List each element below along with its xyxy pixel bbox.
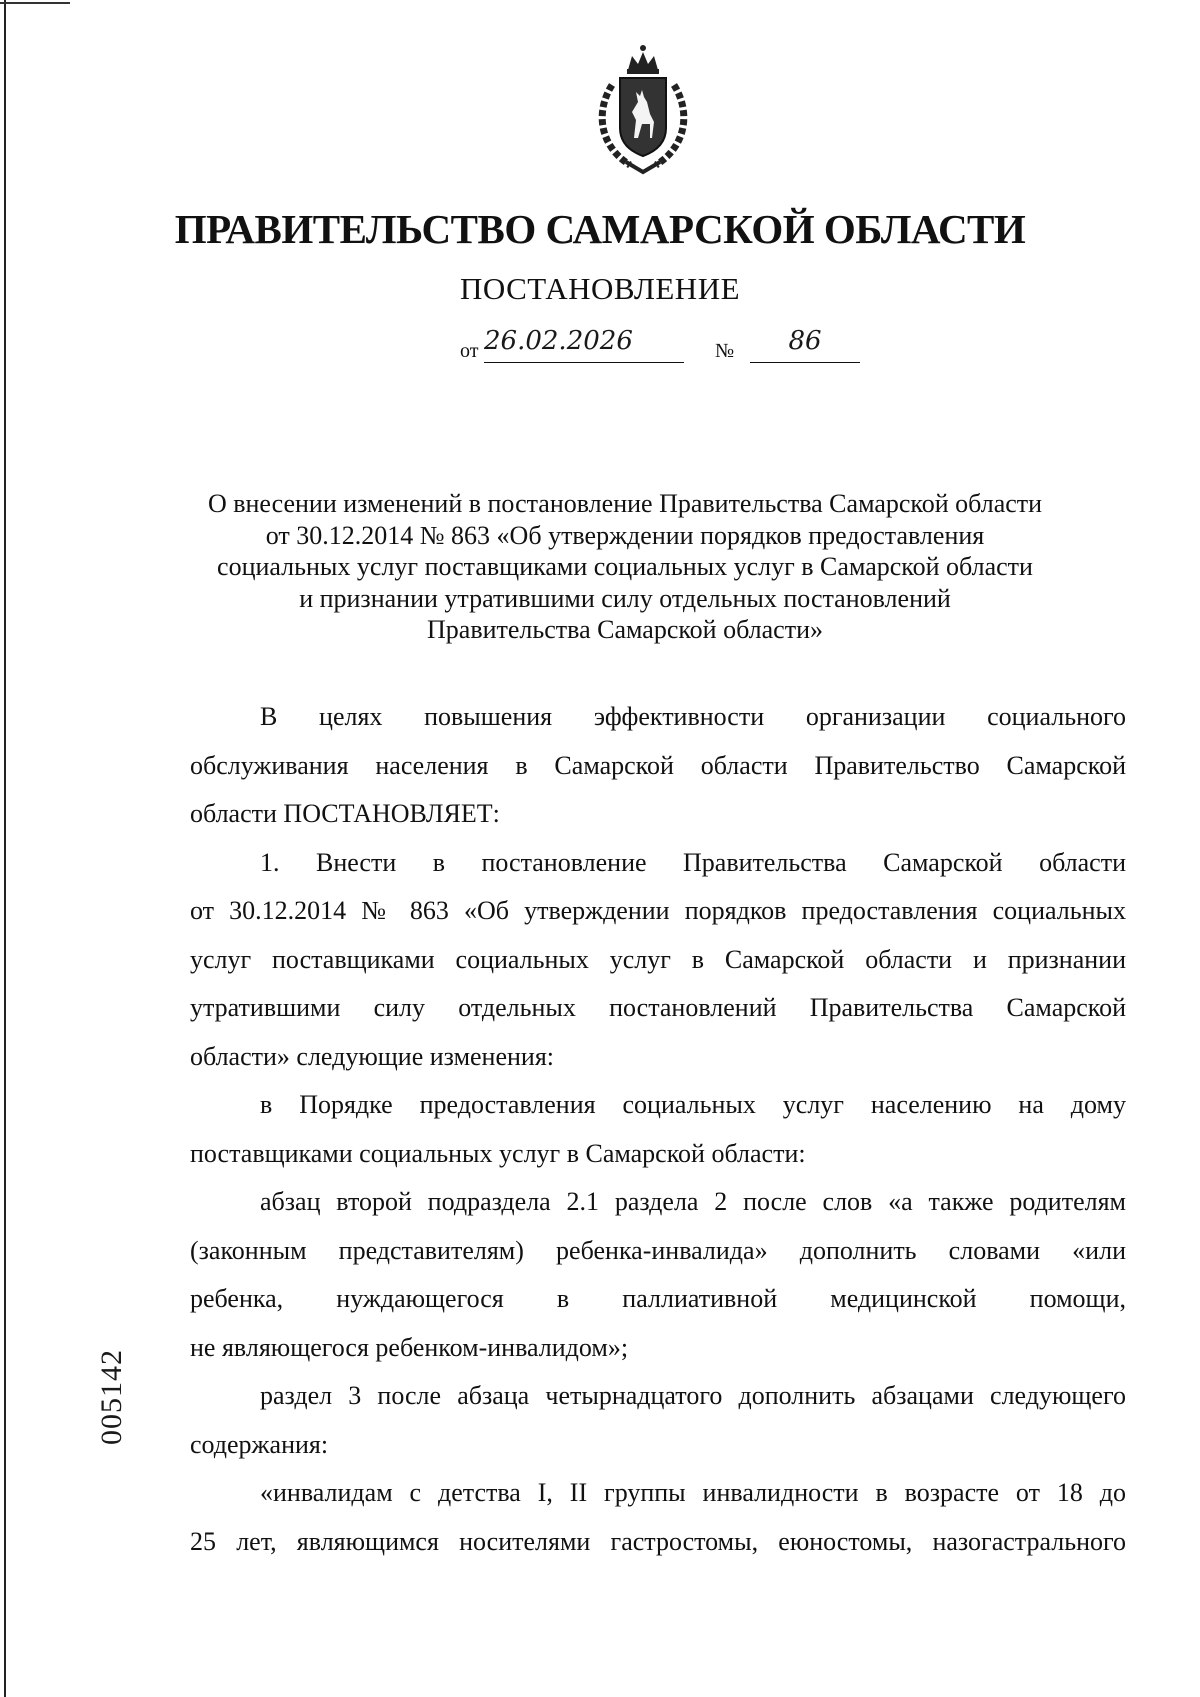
subject-line: Правительства Самарской области» — [427, 615, 823, 644]
body-line: области ПОСТАНОВЛЯЕТ: — [190, 799, 500, 828]
body-line: (законным представителям) ребенка-инвалида» дополнить словами «или — [190, 1235, 1126, 1265]
subject-line: О внесении изменений в постановление Правительства Самарской области — [207, 489, 1043, 518]
coat-of-arms-icon — [590, 40, 696, 175]
scan-left-edge — [4, 0, 6, 1697]
body-line: утратившими силу отдельных постановлений Правительства Самарской — [190, 993, 1126, 1022]
document-type: ПОСТАНОВЛЕНИЕ — [459, 271, 741, 306]
body-line: области» следующие изменения: — [190, 1041, 555, 1071]
body-line: ребенка, нуждающегося в паллиативной медицинской помощи, — [190, 1284, 1126, 1313]
document-date: 26.02.2026 — [484, 326, 684, 363]
body-line: содержания: — [190, 1429, 329, 1459]
body-line: 1. Внести в постановление Правительства Самарской области — [260, 847, 1126, 877]
document-body — [190, 693, 1126, 1566]
document-number: 86 — [750, 326, 860, 363]
body-line: услуг поставщиками социальных услуг в Самарской области и признании — [190, 944, 1126, 974]
subject-line: и признании утратившими силу отдельных постановлений — [299, 583, 951, 613]
number-label: № — [715, 340, 735, 362]
subject-line: социальных услуг поставщиками социальных услуг в Самарской области — [217, 552, 1033, 581]
registration-number: 005142 — [95, 1349, 128, 1445]
body-line: 25 лет, являющимся носителями гастростомы, еюностомы, назогастрального — [190, 1526, 1126, 1556]
body-line: в Порядке предоставления социальных услуг населению на дому — [260, 1090, 1126, 1119]
subject-line: от 30.12.2014 № 863 «Об утверждении порядков предоставления — [265, 520, 985, 550]
date-number-line — [460, 326, 860, 366]
body-line: не являющегося ребенком-инвалидом»; — [190, 1332, 629, 1362]
document-subject — [180, 488, 1070, 646]
scan-top-edge — [0, 2, 70, 4]
government-title: ПРАВИТЕЛЬСТВО САМАРСКОЙ ОБЛАСТИ — [174, 206, 1026, 252]
body-line: обслуживания населения в Самарской области Правительство Самарской — [190, 750, 1126, 780]
body-line: «инвалидам с детства I, II группы инвалидности в возрасте от 18 до — [260, 1478, 1126, 1507]
body-line: поставщиками социальных услуг в Самарской области: — [190, 1138, 806, 1168]
body-line: В целях повышения эффективности организации социального — [260, 702, 1126, 731]
body-line: абзац второй подраздела 2.1 раздела 2 после слов «а также родителям — [260, 1187, 1126, 1216]
body-line: раздел 3 после абзаца четырнадцатого дополнить абзацами следующего — [260, 1381, 1126, 1410]
body-line: от 30.12.2014 № 863 «Об утверждении порядков предоставления социальных — [190, 896, 1126, 925]
date-prefix: от — [460, 340, 479, 362]
